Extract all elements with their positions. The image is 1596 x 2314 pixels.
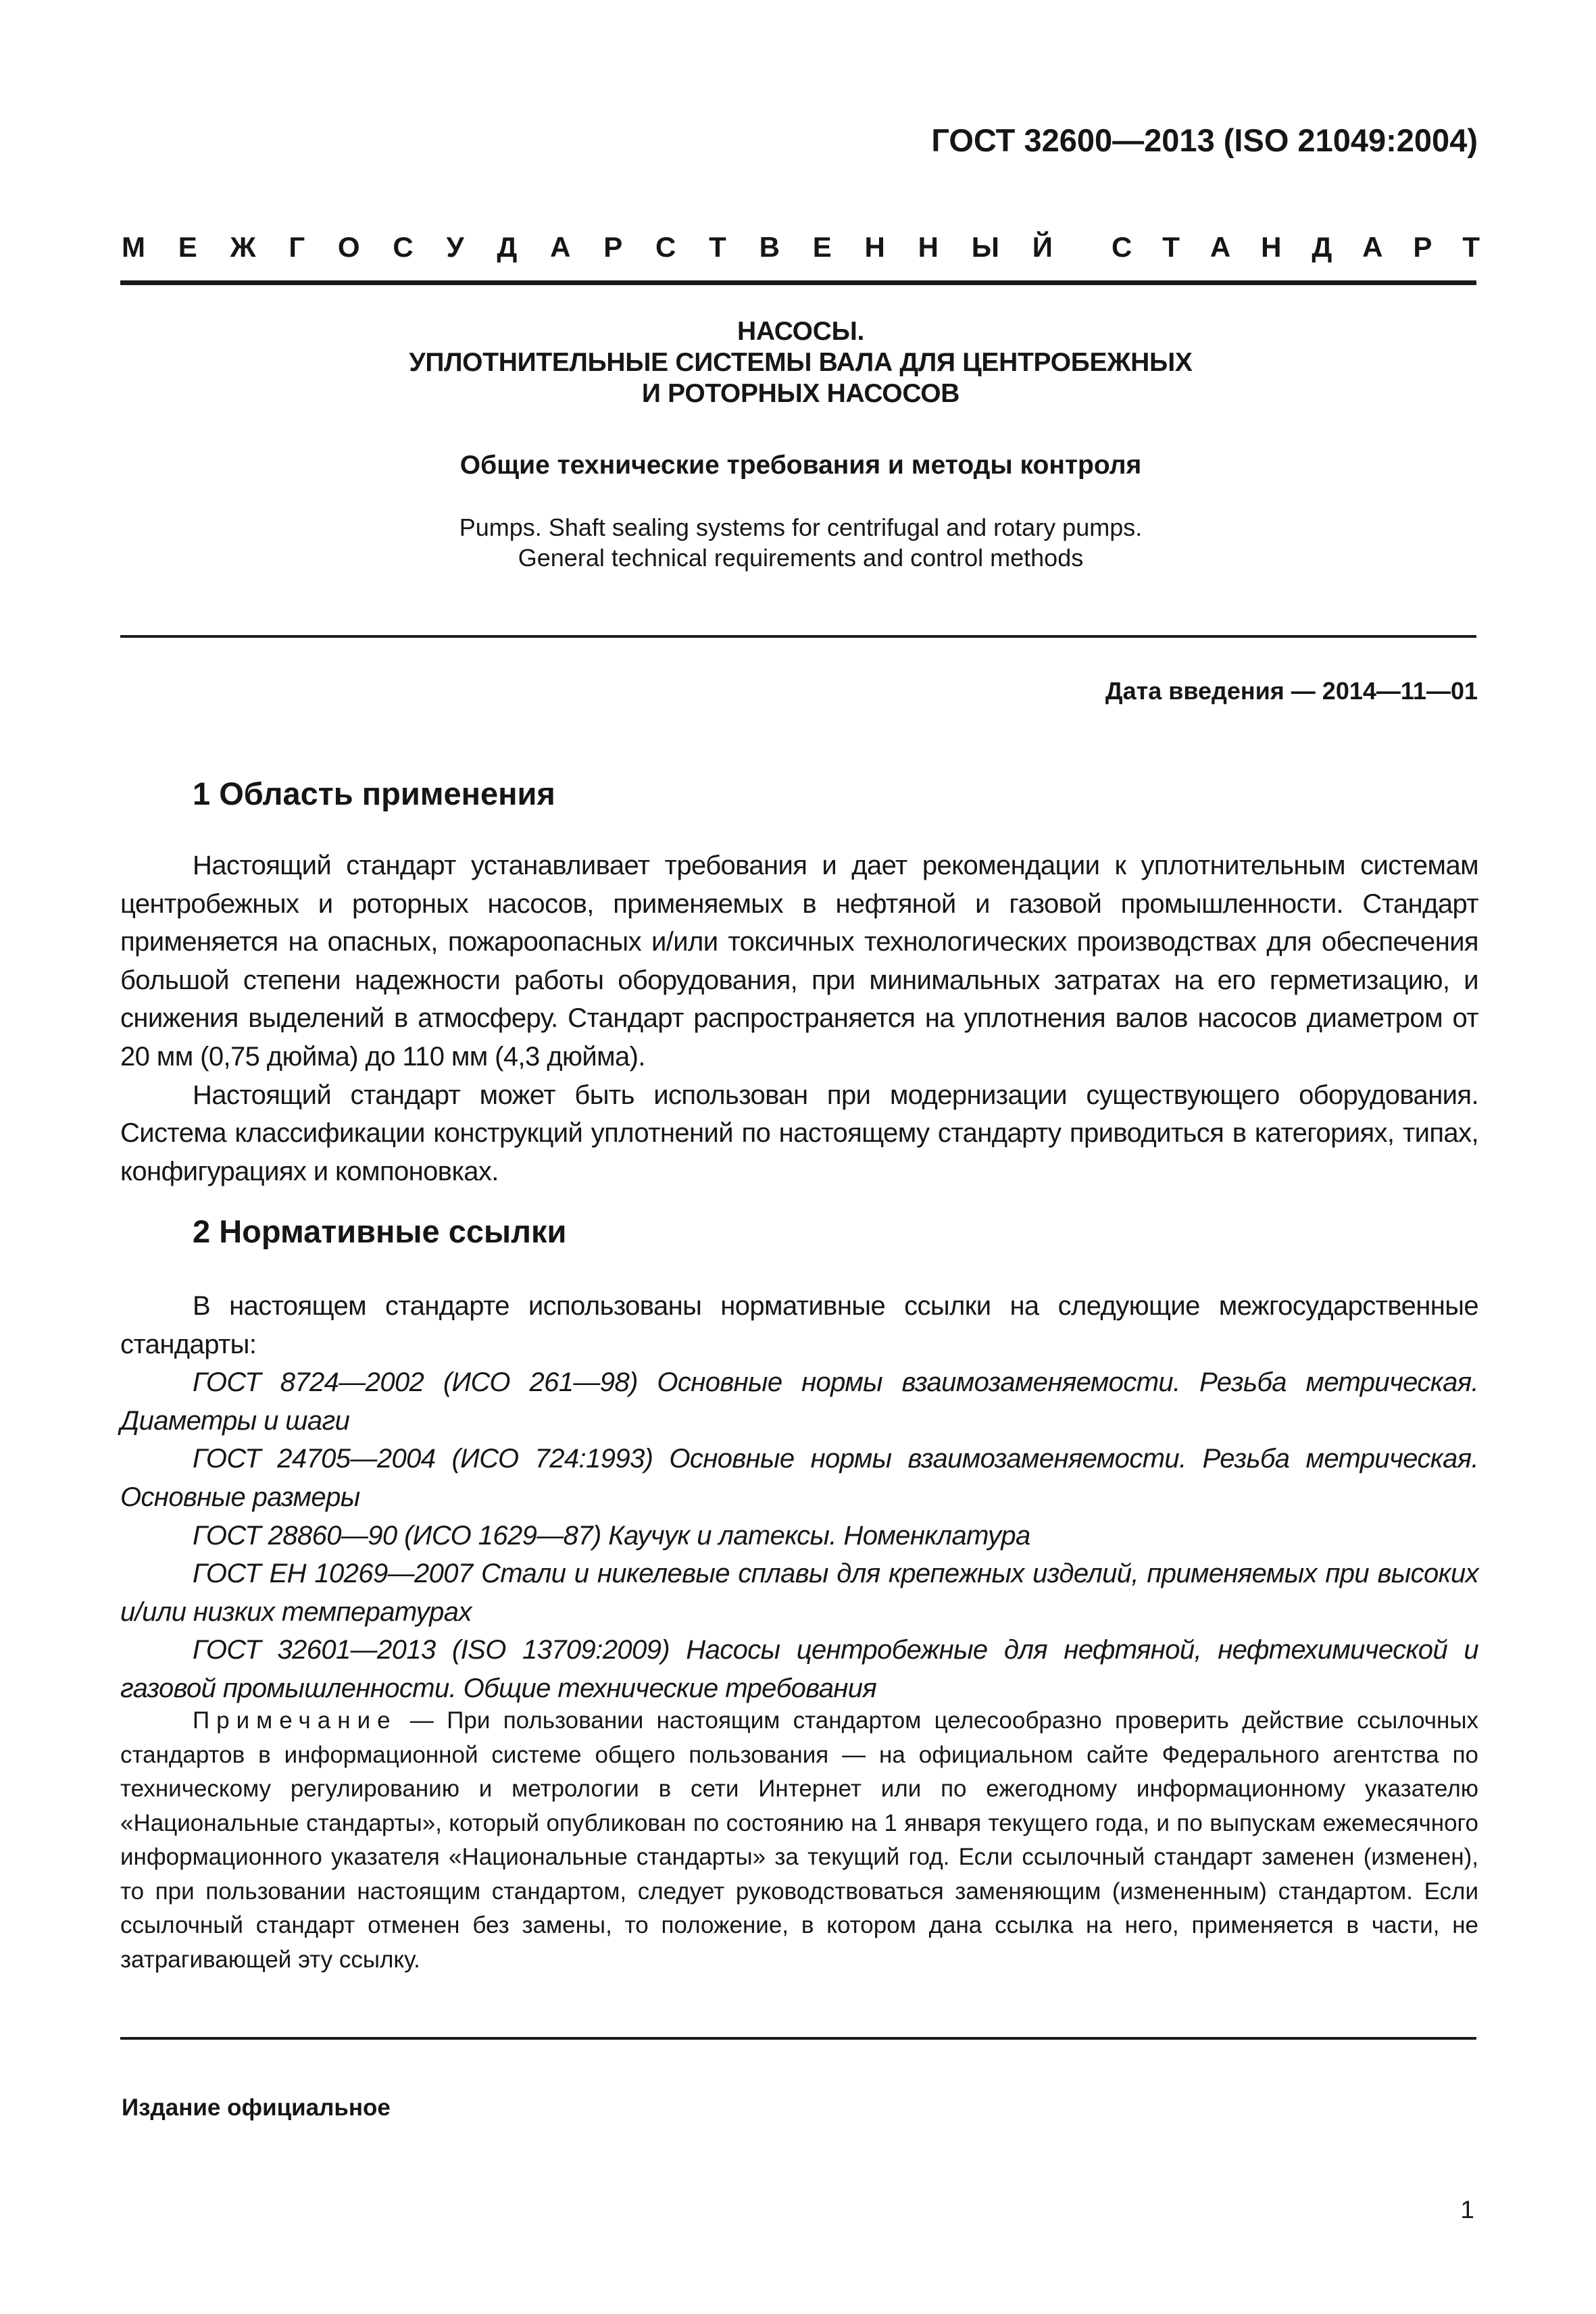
banner-word-standard (1112, 231, 1480, 263)
banner-letter: У (446, 231, 464, 263)
footer-divider (120, 2037, 1476, 2040)
official-edition-label: Издание официальное (122, 2094, 391, 2121)
banner-letter: С (655, 231, 676, 263)
page-number: 1 (1460, 2196, 1474, 2223)
reference-item: ГОСТ 8724—2002 (ИСО 261—98) Основные нормы взаимозаменяемости. Резьба метрическая. Диаметры и шаги (120, 1367, 1478, 1436)
note-paragraph (120, 1704, 1478, 1977)
section-scope-body (120, 847, 1478, 1190)
banner-letter: Т (1462, 231, 1480, 263)
note-label: Примечание (193, 1707, 397, 1734)
header-divider (120, 280, 1476, 285)
interstate-standard-banner (122, 231, 1480, 263)
banner-letter: Н (1261, 231, 1282, 263)
banner-letter: Р (1413, 231, 1432, 263)
banner-word-interstate (122, 231, 1053, 263)
section-heading-references: 2 Нормативные ссылки (193, 1213, 567, 1249)
banner-letter: С (1112, 231, 1132, 263)
banner-letter: Н (864, 231, 885, 263)
title-line: УПЛОТНИТЕЛЬНЫЕ СИСТЕМЫ ВАЛА ДЛЯ ЦЕНТРОБЕЖНЫХ (409, 348, 1193, 377)
reference-item: ГОСТ ЕН 10269—2007 Стали и никелевые сплавы для крепежных изделий, применяемых при высоких и/или низких температурах (120, 1559, 1478, 1627)
reference-item: ГОСТ 32601—2013 (ISO 13709:2009) Насосы центробежные для нефтяной, нефтехимической и газовой промышленности. Общие технические требования (120, 1635, 1478, 1703)
banner-letter: Й (1032, 231, 1053, 263)
banner-letter: В (759, 231, 780, 263)
paragraph: Настоящий стандарт устанавливает требования и дает рекомендации к уплотнительным системам центробежных и роторных насосов, применяемых в нефтяной и газовой промышленности. Стандарт применяется на опасных, пожароопасных и/или токсичных технологических производствах для обеспечения большой степени надежности работы оборудования, при минимальных затратах на его герметизацию, и снижения выделений в атмосферу. Стандарт распространяется на уплотнения валов насосов диаметром от 20 мм (0,75 дюйма) до 110 мм (4,3 дюйма). (120, 851, 1478, 1072)
banner-letter: Ы (971, 231, 999, 263)
banner-letter: Д (497, 231, 518, 263)
banner-letter: А (1362, 231, 1383, 263)
banner-letter: М (122, 231, 145, 263)
introduction-date: Дата введения — 2014—11—01 (1105, 677, 1478, 705)
banner-letter: Г (289, 231, 305, 263)
banner-letter: Т (1162, 231, 1180, 263)
reference-item: ГОСТ 24705—2004 (ИСО 724:1993) Основные нормы взаимозаменяемости. Резьба метрическая. Основные размеры (120, 1444, 1478, 1512)
note-text: — При пользовании настоящим стандартом целесообразно проверить действие ссылочных стандартов в информационной системе общего пользования — на официальном сайте Федерального агентства по техническому регулированию и метрологии в сети Интернет или по ежегодному информационному указателю «Национальные стандарты», который опубликован по состоянию на 1 января текущего года, и по выпускам ежемесячного информационного указателя «Национальные стандарты» за текущий год. Если ссылочный стандарт заменен (изменен), то при пользовании настоящим стандартом, следует руководствоваться заменяющим (измененным) стандартом. Если ссылочный стандарт отменен без замены, то положение, в котором дана ссылка на него, применяется в части, не затрагивающей эту ссылку. (120, 1707, 1478, 1973)
paragraph: В настоящем стандарте использованы нормативные ссылки на следующие межгосударственные стандарты: (120, 1291, 1478, 1359)
banner-letter: Т (709, 231, 726, 263)
banner-letter: Ж (230, 231, 256, 263)
banner-letter: А (1210, 231, 1231, 263)
title-block (122, 316, 1480, 573)
banner-letter: Е (812, 231, 832, 263)
reference-item: ГОСТ 28860—90 (ИСО 1629—87) Каучук и латексы. Номенклатура (193, 1520, 1030, 1551)
banner-letter: Е (178, 231, 197, 263)
english-title-line: Pumps. Shaft sealing systems for centrifugal and rotary pumps. (459, 513, 1143, 541)
banner-letter: О (337, 231, 360, 263)
banner-letter: А (550, 231, 571, 263)
banner-letter: Р (603, 231, 623, 263)
title-line: НАСОСЫ. (737, 317, 864, 346)
section-references-body (120, 1287, 1478, 1708)
subtitle: Общие технические требования и методы контроля (459, 451, 1142, 480)
document-number: ГОСТ 32600—2013 (ISO 21049:2004) (931, 122, 1478, 158)
banner-letter: С (393, 231, 414, 263)
banner-letter: Н (918, 231, 939, 263)
paragraph: Настоящий стандарт может быть использован при модернизации существующего оборудования. Система классификации конструкций уплотнений по настоящему стандарту приводиться в категориях, типах, конфигурациях и компоновках. (120, 1080, 1478, 1186)
title-divider (120, 635, 1476, 638)
english-title-line: General technical requirements and control methods (518, 544, 1084, 572)
banner-letter: Д (1312, 231, 1332, 263)
section-heading-scope: 1 Область применения (193, 776, 555, 811)
title-line: И РОТОРНЫХ НАСОСОВ (641, 379, 960, 408)
